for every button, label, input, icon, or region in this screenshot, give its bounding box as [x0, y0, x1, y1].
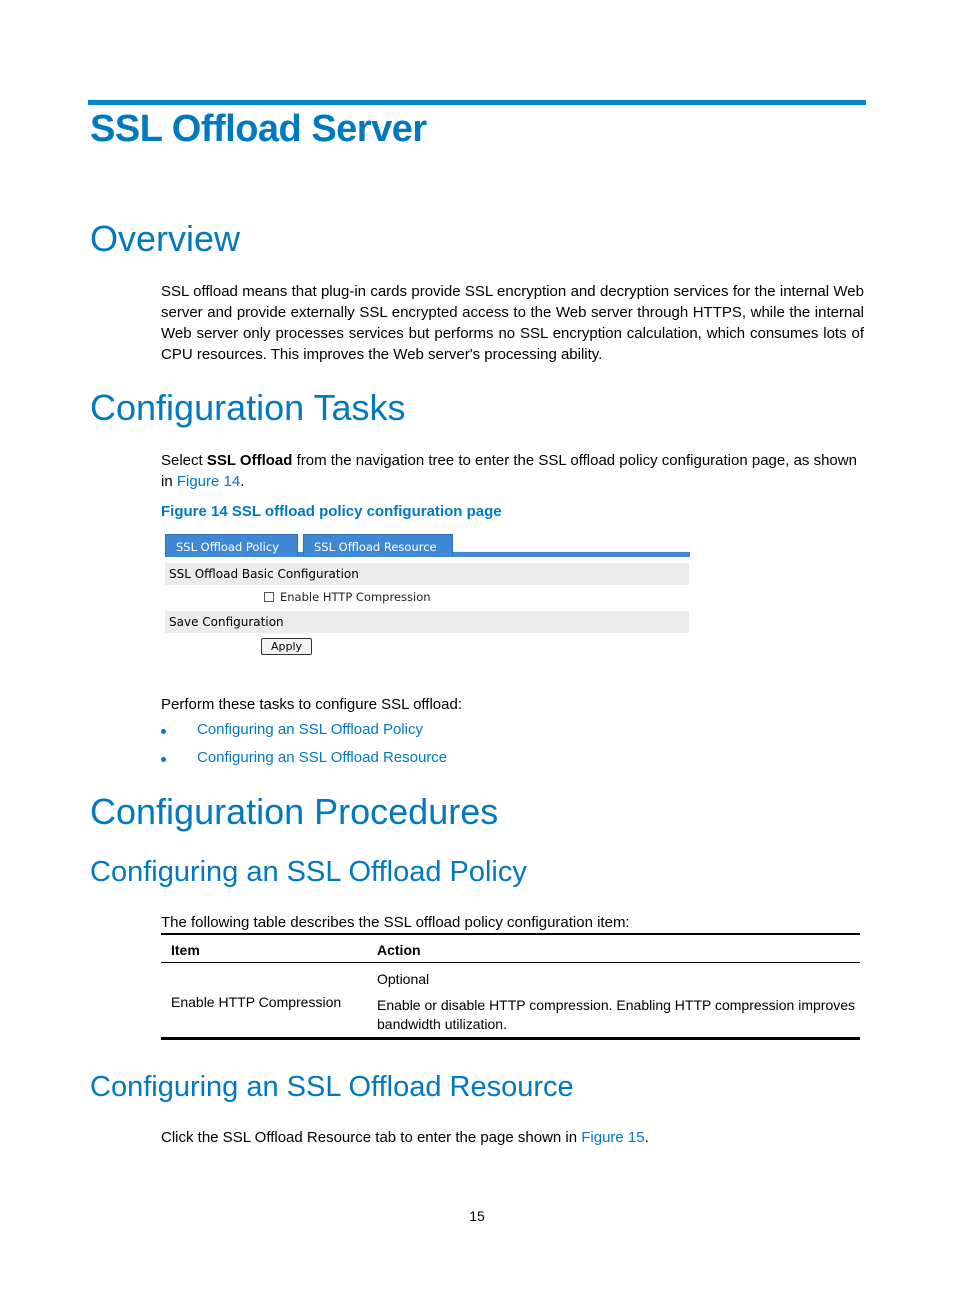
http-compression-row[interactable] [264, 590, 431, 604]
table-header-rule [161, 962, 860, 963]
tab-label: SSL Offload Resource [314, 540, 437, 554]
http-compression-checkbox[interactable] [264, 592, 274, 602]
overview-heading: Overview [90, 218, 241, 259]
table-header-item: Item [171, 942, 200, 958]
table-cell-action-optional: Optional [377, 971, 430, 987]
table-top-rule [161, 933, 860, 935]
policy-intro: The following table describes the SSL offload policy configuration item: [161, 914, 630, 931]
tab-ssl-offload-resource[interactable] [303, 534, 453, 556]
resource-text-post: . [644, 1129, 649, 1146]
page-number: 15 [469, 1208, 485, 1224]
task-link-resource[interactable]: Configuring an SSL Offload Resource [197, 749, 448, 766]
figure-14-screenshot [165, 533, 690, 663]
para-text-pre: Select [161, 452, 207, 469]
resource-subheading: Configuring an SSL Offload Resource [90, 1071, 574, 1103]
table-cell-action-desc: Enable or disable HTTP compression. Enabling HTTP compression improves bandwidth utilization. [377, 997, 856, 1032]
save-config-section-header: Save Configuration [165, 611, 689, 633]
chapter-top-rule [88, 100, 866, 105]
config-procedures-heading: Configuration Procedures [90, 791, 499, 832]
tab-label: SSL Offload Policy [176, 540, 279, 554]
basic-config-section-header: SSL Offload Basic Configuration [165, 563, 689, 585]
tab-bar [165, 533, 690, 557]
http-compression-label: Enable HTTP Compression [280, 590, 431, 604]
figure-14-link[interactable]: Figure 14 [176, 473, 241, 490]
perform-tasks-text: Perform these tasks to configure SSL offload: [161, 696, 462, 713]
chapter-title: SSL Offload Server [90, 108, 427, 150]
resource-text-pre: Click the SSL Offload Resource tab to enter the page shown in [161, 1129, 582, 1146]
para-text-mid: from the navigation tree to enter the SSL offload policy configuration page, as shown in [161, 452, 857, 490]
figure-14-caption: Figure 14 SSL offload policy configuration page [161, 503, 502, 520]
config-tasks-paragraph [161, 450, 864, 492]
config-tasks-heading: Configuration Tasks [90, 387, 406, 428]
table-cell-item: Enable HTTP Compression [171, 994, 342, 1010]
figure-15-link[interactable]: Figure 15 [581, 1129, 645, 1146]
para-text-post: . [240, 473, 245, 490]
apply-button[interactable]: Apply [261, 638, 312, 655]
bullet-icon [161, 729, 166, 734]
tab-ssl-offload-policy[interactable] [165, 534, 298, 556]
table-header-action: Action [377, 942, 421, 958]
overview-paragraph: SSL offload means that plug-in cards provide SSL encryption and decryption services for the internal Web server and provide externally SSL encrypted access to the Web server through HTTPS, while the internal Web server only processes services but performs no SSL encryption calculation, which consumes lots of CPU resources. This improves the Web server's processing ability. [161, 283, 864, 363]
para-bold-ssl-offload: SSL Offload [206, 452, 293, 469]
resource-paragraph [161, 1127, 864, 1148]
bullet-icon [161, 757, 166, 762]
task-link-policy[interactable]: Configuring an SSL Offload Policy [197, 721, 423, 738]
table-bottom-rule [161, 1037, 860, 1040]
policy-subheading: Configuring an SSL Offload Policy [90, 856, 527, 888]
